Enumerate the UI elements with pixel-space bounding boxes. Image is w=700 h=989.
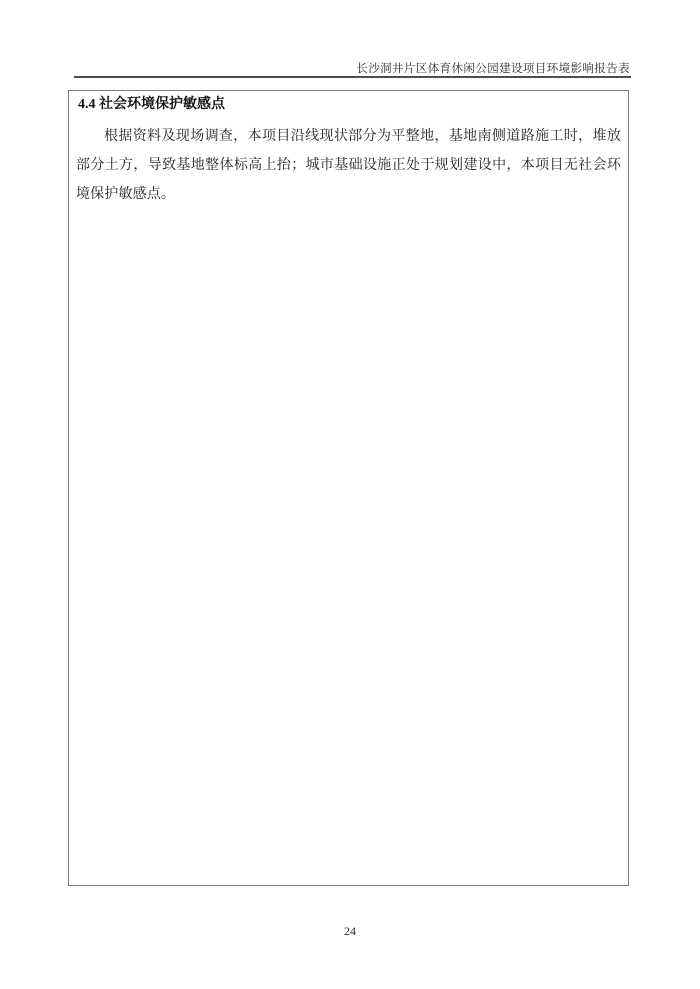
header-rule [74, 76, 631, 78]
page-header [70, 59, 630, 77]
body-paragraph: 根据资料及现场调查，本项目沿线现状部分为平整地，基地南侧道路施工时，堆放部分土方，导致基地整体标高上抬；城市基础设施正处于规划建设中，本项目无社会环境保护敏感点。 [76, 129, 621, 202]
section-title: 4.4 社会环境保护敏感点 [78, 97, 225, 112]
content-area [69, 91, 628, 209]
page-number: 24 [344, 924, 356, 938]
page-footer [0, 922, 700, 940]
header-title: 长沙洞井片区体育休闲公园建设项目环境影响报告表 [356, 63, 630, 75]
content-box [68, 90, 629, 886]
